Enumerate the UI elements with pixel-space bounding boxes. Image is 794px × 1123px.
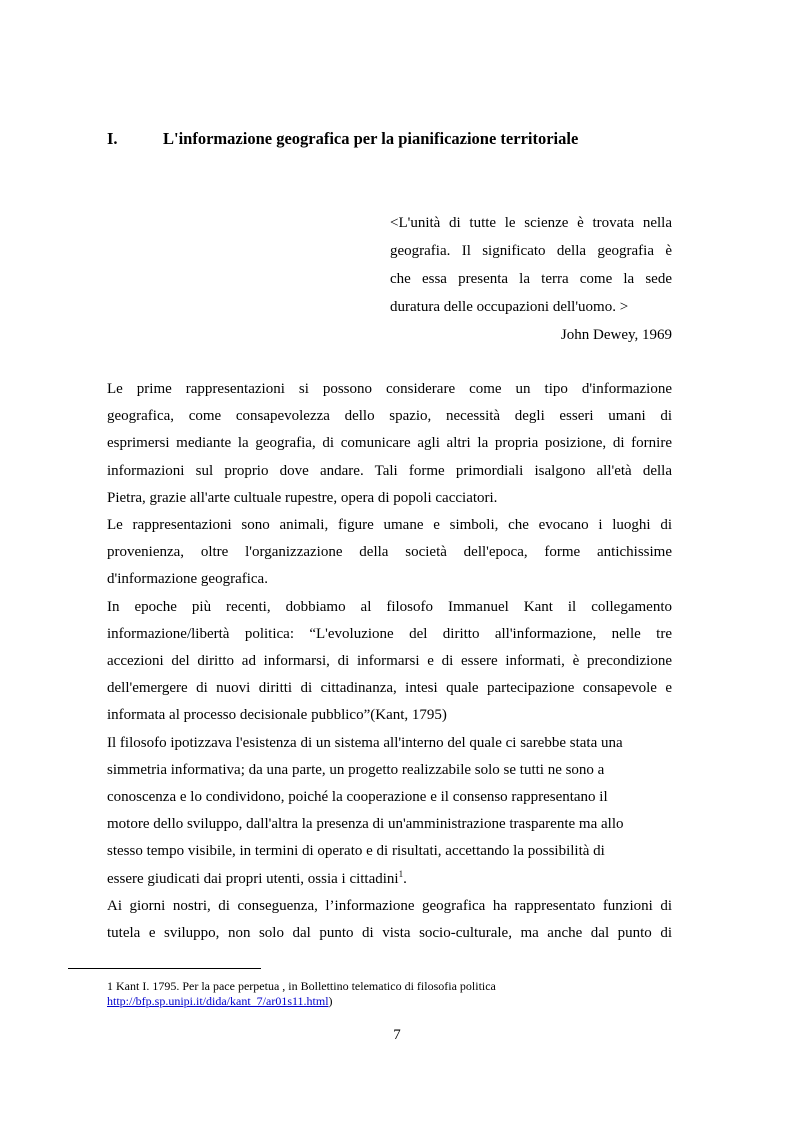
epigraph-line: che essa presenta la terra come la sede: [390, 271, 672, 287]
body-line: informazione/libertà politica: “L'evoluzione del diritto all'informazione, nelle tre: [107, 625, 672, 642]
body-line: conoscenza e lo condividono, poiché la cooperazione e il consenso rappresentano il: [107, 789, 608, 806]
body-line: d'informazione geografica.: [107, 571, 268, 588]
footnote-link-line: [107, 994, 672, 1009]
body-line: In epoche più recenti, dobbiamo al filosofo Immanuel Kant il collegamento: [107, 598, 672, 615]
chapter-title: L'informazione geografica per la pianificazione territoriale: [163, 129, 579, 149]
body-line: accezioni del diritto ad informarsi, di informarsi e di essere informati, è precondizione: [107, 653, 672, 670]
chapter-number: I.: [107, 129, 118, 149]
footnote-link-suffix: ): [328, 994, 333, 1008]
body-line: simmetria informativa; da una parte, un progetto realizzabile solo se tutti ne sono a: [107, 761, 605, 778]
page-number: 7: [393, 1027, 401, 1043]
body-line: motore dello sviluppo, dall'altra la presenza di un'amministrazione trasparente ma allo: [107, 816, 624, 833]
body-line-text: essere giudicati dai propri utenti, ossia i cittadini: [107, 870, 399, 887]
epigraph-quote: [390, 209, 672, 349]
epigraph-line: geografia. Il significato della geografia è: [390, 243, 672, 259]
footnote: [107, 979, 672, 1009]
body-line: dell'emergere di nuovi diritti di cittadinanza, intesi quale partecipazione consapevole e: [107, 680, 672, 697]
footnote-link[interactable]: http://bfp.sp.unipi.it/dida/kant_7/ar01s11.html: [107, 994, 329, 1008]
body-line: geografica, come consapevolezza dello spazio, necessità degli esseri umani di: [107, 408, 672, 425]
body-line: tutela e sviluppo, non solo dal punto di vista socio-culturale, ma anche dal punto di: [107, 925, 672, 942]
epigraph-line: <L'unità di tutte le scienze è trovata nella: [390, 215, 672, 231]
body-line: esprimersi mediante la geografia, di comunicare agli altri la propria posizione, di fornire: [107, 435, 672, 452]
body-line: Le prime rappresentazioni si possono considerare come un tipo d'informazione: [107, 381, 672, 397]
footnote-reference[interactable]: 1: [398, 868, 404, 879]
body-line: Il filosofo ipotizzava l'esistenza di un sistema all'interno del quale ci sarebbe stata una: [107, 734, 623, 751]
body-line: stesso tempo visibile, in termini di operato e di risultati, accettando la possibilità di: [107, 843, 605, 860]
body-line: informazioni sul proprio dove andare. Tali forme primordiali isalgono all'età della: [107, 462, 672, 479]
epigraph-line: duratura delle occupazioni dell'uomo. >: [390, 299, 629, 315]
body-line: informata al processo decisionale pubblico”(Kant, 1795): [107, 707, 447, 724]
chapter-heading: [107, 127, 707, 151]
body-line: provenienza, oltre l'organizzazione della società dell'epoca, forme antichissime: [107, 544, 672, 561]
epigraph-author: John Dewey, 1969: [560, 327, 672, 343]
footnote-separator: [68, 968, 261, 969]
body-line: [107, 866, 672, 893]
body-text: [107, 376, 672, 947]
body-line: Le rappresentazioni sono animali, figure umane e simboli, che evocano i luoghi di: [107, 517, 672, 534]
body-line: Pietra, grazie all'arte cultuale rupestre, opera di popoli cacciatori.: [107, 489, 498, 506]
body-line-end: .: [403, 870, 407, 887]
footnote-text: 1 Kant I. 1795. Per la pace perpetua , in Bollettino telematico di filosofia politica: [107, 979, 496, 993]
body-line: Ai giorni nostri, di conseguenza, l’informazione geografica ha rappresentato funzioni di: [107, 897, 672, 914]
